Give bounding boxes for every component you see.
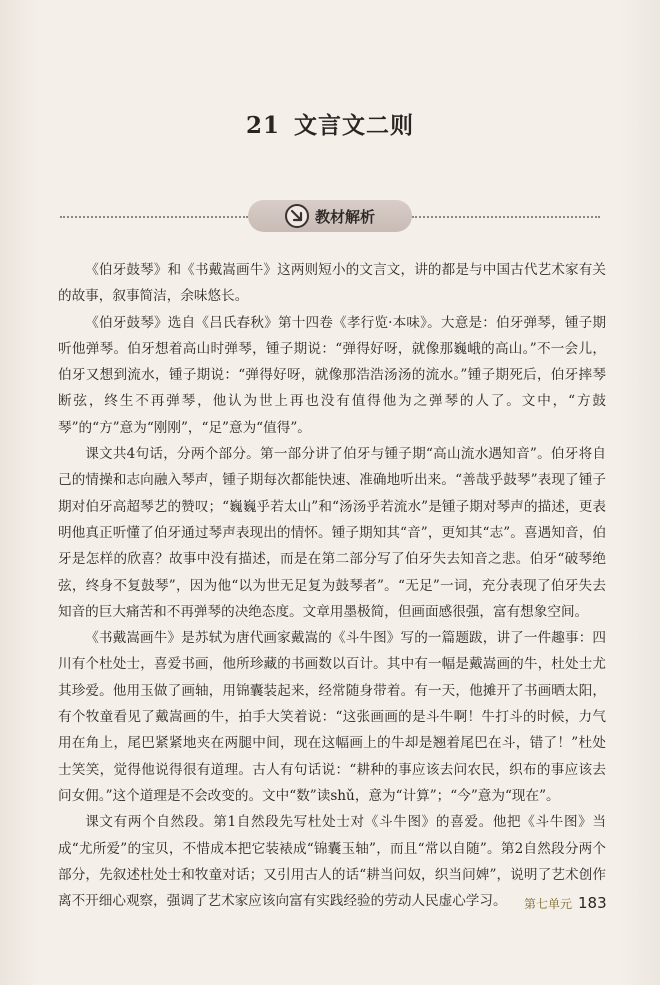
paragraph: 课文有两个自然段。第1自然段先写杜处士对《斗牛图》的喜爱。他把《斗牛图》当成“尤所爱”的宝贝，不惜成本把它装裱成“锦囊玉轴”，而且“常以自随”。第2自然段分两个部分，先叙述杜处士和牧童对话；又引用古人的话“耕当问奴，织当问婢”，说明了艺术创作离不开细心观察，强调了艺术家应该向富有实践经验的劳动人民虚心学习。 [58, 814, 606, 910]
dotted-divider-right [412, 216, 600, 218]
paragraph: 《伯牙鼓琴》和《书戴嵩画牛》这两则短小的文言文，讲的都是与中国古代艺术家有关的故事，叙事简洁，余味悠长。 [58, 262, 606, 305]
page-number: 183 [578, 894, 607, 912]
unit-label: 第七单元 [524, 897, 573, 911]
paragraph: 《书戴嵩画牛》是苏轼为唐代画家戴嵩的《斗牛图》写的一篇题跋，讲了一件趣事：四川有个杜处士，喜爱书画，他所珍藏的书画数以百计。其中有一幅是戴嵩画的牛，杜处士尤其珍爱。他用玉做了画轴，用锦囊装起来，经常随身带着。有一天，他摊开了书画晒太阳，有个牧童看见了戴嵩画的牛，拍手大笑着说：“这张画画的是斗牛啊！牛打斗的时候，力气用在角上，尾巴紧紧地夹在两腿中间，现在这幅画上的牛却是翘着尾巴在斗，错了！”杜处士笑笑，觉得他说得很有道理。古人有句话说：“耕种的事应该去问农民，织布的事应该去问女佣。”这个道理是不会改变的。文中“数”读shǔ，意为“计算”；“今”意为“现在”。 [58, 630, 606, 804]
lesson-title [0, 107, 660, 140]
page-footer [524, 894, 624, 916]
analysis-body [58, 257, 606, 914]
section-label: 教材解析 [314, 207, 375, 226]
lesson-number: 21 [245, 112, 280, 139]
lesson-title-text: 文言文二则 [294, 112, 414, 139]
dotted-divider-left [60, 216, 248, 218]
paragraph: 课文共4句话，分两个部分。第一部分讲了伯牙与锺子期“高山流水遇知音”。伯牙将自己的情操和志向融入琴声，锺子期每次都能快速、准确地听出来。“善哉乎鼓琴”表现了锺子期对伯牙高超琴艺的赞叹；“巍巍乎若太山”和“汤汤乎若流水”是锺子期对琴声的描述，更表明他真正听懂了伯牙通过琴声表现出的情怀。锺子期知其“音”，更知其“志”。喜遇知音，伯牙是怎样的欣喜？故事中没有描述，而是在第二部分写了伯牙失去知音之悲。伯牙“破琴绝弦，终身不复鼓琴”，因为他“以为世无足复为鼓琴者”。“无足”一词，充分表现了伯牙失去知音的巨大痛苦和不再弹琴的决绝态度。文章用墨极简，但画面感很强，富有想象空间。 [58, 446, 606, 620]
paragraph: 《伯牙鼓琴》选自《吕氏春秋》第十四卷《孝行览·本味》。大意是：伯牙弹琴，锺子期听他弹琴。伯牙想着高山时弹琴，锺子期说：“弹得好呀，就像那巍峨的高山。”不一会儿，伯牙又想到流水，锺子期说：“弹得好呀，就像那浩浩汤汤的流水。”锺子期死后，伯牙摔琴断弦，终生不再弹琴，他认为世上再也没有值得他为之弹琴的人了。文中，“方鼓琴”的“方”意为“刚刚”，“足”意为“值得”。 [58, 314, 606, 436]
down-right-arrow-icon [285, 204, 309, 228]
section-header [60, 200, 600, 234]
section-badge [248, 200, 412, 232]
